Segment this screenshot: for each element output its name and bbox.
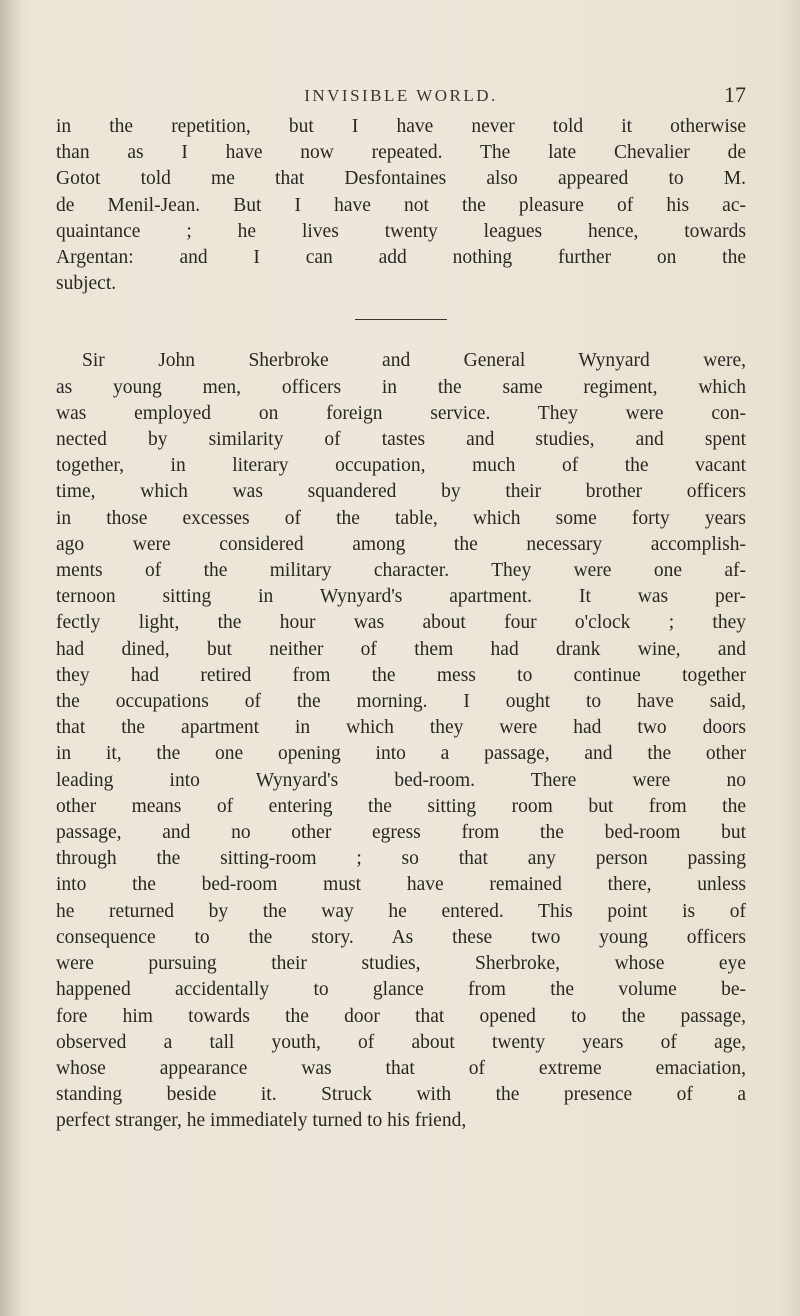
text-line: ments of the military character. They were one af- — [56, 560, 746, 582]
text-line: through the sitting-room ; so that any person passing — [56, 848, 746, 870]
text-line: subject. — [56, 273, 117, 295]
text-line: in it, the one opening into a passage, and the other — [56, 743, 746, 765]
text-line: ternoon sitting in Wynyard's apartment. It was per- — [56, 586, 746, 608]
paragraph-1 — [56, 114, 746, 297]
text-line: than as I have now repeated. The late Chevalier de — [56, 142, 746, 164]
text-line: into the bed-room must have remained there, unless — [56, 874, 746, 896]
text-line: perfect stranger, he immediately turned to his friend, — [56, 1110, 467, 1132]
paragraph-2 — [56, 348, 746, 1134]
text-line: other means of entering the sitting room but from the — [56, 795, 746, 817]
text-line: consequence to the story. As these two young officers — [56, 926, 746, 948]
text-line: passage, and no other egress from the bed-room but — [56, 822, 746, 844]
text-line: standing beside it. Struck with the presence of a — [56, 1084, 746, 1106]
section-divider — [355, 319, 447, 320]
text-line: nected by similarity of tastes and studies, and spent — [56, 429, 746, 451]
text-line: leading into Wynyard's bed-room. There were no — [56, 769, 746, 791]
text-line: fectly light, the hour was about four o'clock ; they — [56, 612, 746, 634]
text-line: the occupations of the morning. I ought to have said, — [56, 691, 746, 713]
text-line: happened accidentally to glance from the volume be- — [56, 979, 746, 1001]
text-line: Argentan: and I can add nothing further on the — [56, 247, 746, 269]
text-line: Gotot told me that Desfontaines also appeared to M. — [56, 168, 746, 190]
text-line: they had retired from the mess to continue together — [56, 664, 746, 686]
text-line: in the repetition, but I have never told it otherwise — [56, 116, 746, 137]
text-line: fore him towards the door that opened to the passage, — [56, 1005, 746, 1027]
text-line: had dined, but neither of them had drank wine, and — [56, 638, 746, 660]
text-line: was employed on foreign service. They were con- — [56, 402, 746, 424]
text-line: Sir John Sherbroke and General Wynyard were, — [82, 350, 746, 372]
text-line: ago were considered among the necessary accomplish- — [56, 533, 746, 555]
text-line: whose appearance was that of extreme emaciation, — [56, 1057, 746, 1079]
running-head — [56, 78, 746, 112]
text-line: observed a tall youth, of about twenty years of age, — [56, 1031, 746, 1053]
text-line: together, in literary occupation, much of the vacant — [56, 455, 746, 477]
text-line: quaintance ; he lives twenty leagues hence, towards — [56, 220, 746, 242]
text-line: he returned by the way he entered. This point is of — [56, 900, 746, 922]
text-line: in those excesses of the table, which some forty years — [56, 507, 746, 529]
spine-shadow — [0, 0, 22, 1316]
text-line: that the apartment in which they were had two doors — [56, 717, 746, 739]
body-text — [56, 114, 746, 1135]
running-title: INVISIBLE WORLD. — [304, 86, 498, 105]
text-line: as young men, officers in the same regiment, which — [56, 376, 746, 398]
text-line: de Menil-Jean. But I have not the pleasure of his ac- — [56, 194, 746, 216]
text-line: time, which was squandered by their brother officers — [56, 481, 746, 503]
page-number: 17 — [724, 82, 746, 107]
text-line: were pursuing their studies, Sherbroke, whose eye — [56, 953, 746, 975]
